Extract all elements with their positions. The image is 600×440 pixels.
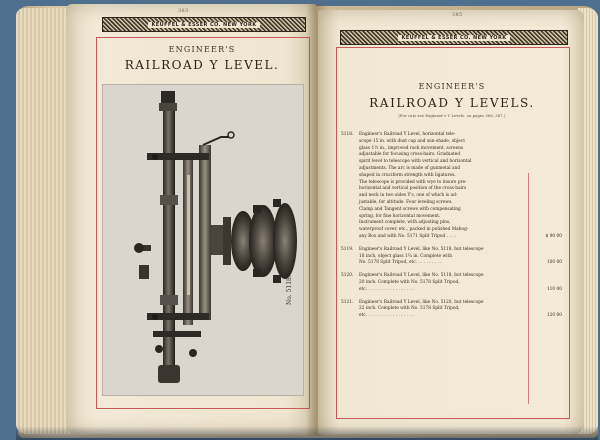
entry-line: Engineer's Railroad Y Level, like No. 5118, but telescope (359, 273, 484, 279)
right-title: RAILROAD Y LEVELS. (369, 96, 535, 110)
entry-description (359, 273, 529, 293)
table-shadow (16, 426, 598, 440)
entry-number: 5120. (341, 273, 354, 279)
entry-line: and neck in two sides Y's, one of which is ad- (359, 193, 458, 199)
entry-line: justable, for altitude. Four leveling screws. (359, 199, 453, 205)
entry-price: 100 00 (546, 260, 562, 266)
entry-line: any Box and with No. 5171 Split Tripod . . . . (359, 233, 457, 239)
entry-price: 110 00 (546, 286, 562, 292)
right-header-band (340, 30, 568, 45)
entry-description (359, 300, 529, 320)
entry-line: adjustments. The arc is made of gunmetal and (359, 165, 461, 171)
entry-line: Instrument complete, with adjusting pins, (359, 220, 451, 226)
entry-number: 5121. (341, 299, 354, 305)
entry-line: waterproof cover, etc., packed in polished Mahog- (359, 227, 469, 233)
right-eyebrow: ENGINEER'S (418, 82, 486, 91)
right-header-text: KEUFFEL & ESSER CO. NEW YORK (398, 35, 511, 41)
entry-description (359, 132, 529, 241)
entry-line: etc. . . . . . . . . . . . . . . . . . (359, 286, 414, 292)
entry-number: 5119. (341, 246, 354, 252)
entry-line: spring, for fine horizontal movement. (359, 213, 441, 219)
entry-line: shaped in cruciform strength with ligatures. (359, 172, 456, 178)
entry-price: $ 90 00 (545, 234, 562, 239)
entry-line: 22 inch. Complete with No. 5178 Split Tripod, (359, 306, 460, 312)
entry-line: adjustable for focusing cross-hairs. Graduated (359, 152, 461, 158)
right-subtitle: (For cuts see Engineer's Y Levels, on pages 386, 387.) (398, 114, 506, 118)
entry-line: glass 1½ in., improved rack movement, screens (359, 145, 464, 151)
right-page-number: 385 (452, 12, 463, 18)
left-page-number: 383 (178, 8, 189, 14)
entry-description (359, 247, 529, 267)
entry-line: spirit level to telescope with vertical and horizontal (359, 159, 472, 165)
entry-line: No. 5178 Split Tripod, etc. . . . . . . . . . (359, 260, 442, 266)
entry-line: scope 15 in. with dust cap and sun-shade, object (359, 138, 465, 144)
engraving-railroad-y-level (102, 84, 304, 396)
left-header-text: KEUFFEL & ESSER CO. NEW YORK (148, 22, 261, 28)
entry-line: The telescope is provided with wye to insure pre- (359, 179, 467, 185)
entry-line: horizontal and vertical position of the cross-hairs (359, 186, 467, 192)
entry-line: Clamp and Tangent screws with compensating (359, 206, 461, 212)
entry-line: Engineer's Railroad Y Level, like No. 5120, but telescope (359, 299, 484, 305)
entry-line: Engineer's Railroad Y Level, horizontal tele- (359, 132, 456, 137)
left-plate-eyebrow: ENGINEER'S (168, 45, 236, 54)
entry-line: Engineer's Railroad Y Level, like No. 5118, but telescope (359, 246, 484, 252)
entry-price: 120 00 (546, 313, 562, 319)
plate-label: No. 5118. (286, 275, 293, 305)
entry-line: 20 inch. Complete with No. 5178 Split Tripod, (359, 279, 460, 285)
left-plate-title: RAILROAD Y LEVEL. (124, 58, 280, 72)
right-page (318, 10, 584, 434)
entry-line: 18 inch, object glass 1¼ in. Complete with (359, 253, 452, 259)
left-header-band (102, 17, 306, 32)
left-page (66, 4, 316, 434)
entry-line: etc. . . . . . . . . . . . . . . . . . (359, 313, 414, 319)
entry-number: 5118. (341, 132, 354, 137)
level-instrument-illustration (103, 85, 303, 395)
